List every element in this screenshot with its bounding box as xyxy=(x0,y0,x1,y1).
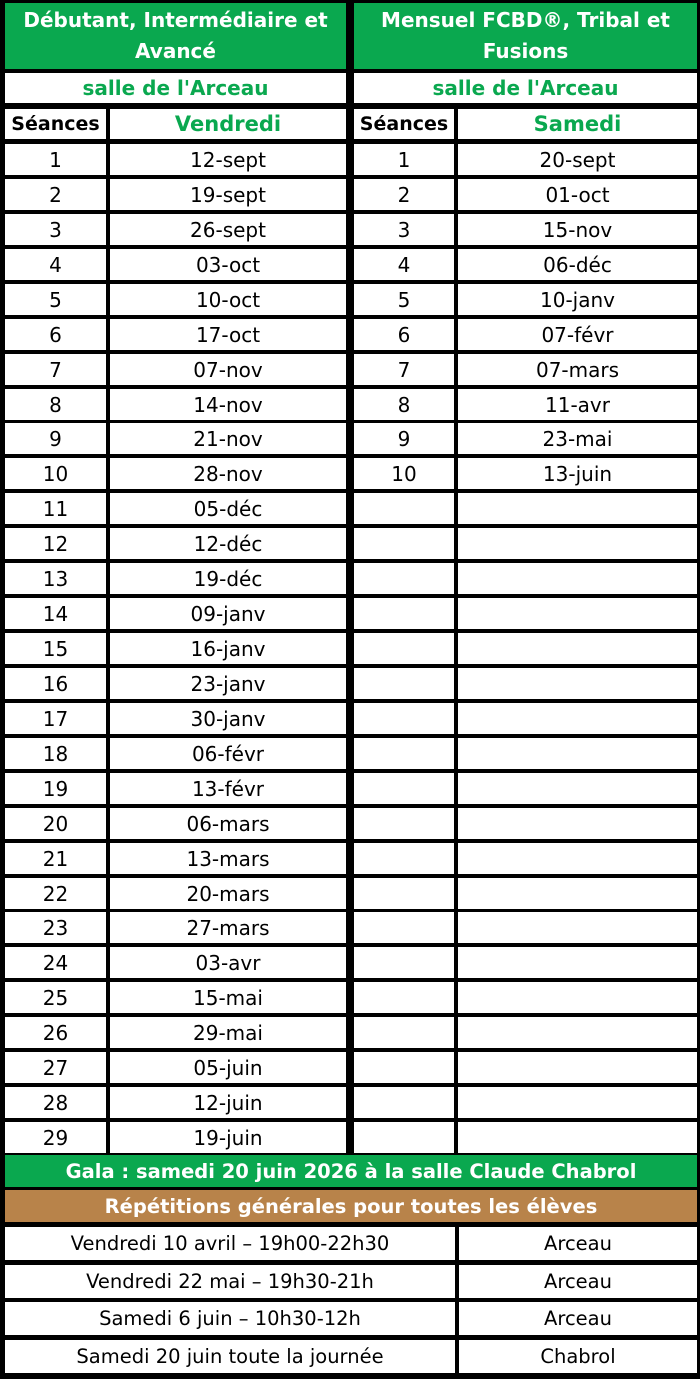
gala-banner: Gala : samedi 20 juin 2026 à la salle Claude Chabrol xyxy=(5,1155,697,1187)
right-empty-cell xyxy=(354,947,454,978)
right-session-date: 15-nov xyxy=(458,214,697,245)
left-session-number: 27 xyxy=(5,1052,106,1083)
right-empty-cell xyxy=(354,1087,454,1118)
left-session-number: 21 xyxy=(5,843,106,874)
left-session-number: 12 xyxy=(5,528,106,559)
left-session-date: 13-févr xyxy=(110,773,346,804)
right-empty-cell xyxy=(458,703,697,734)
right-session-number: 10 xyxy=(354,458,454,489)
right-session-date: 01-oct xyxy=(458,179,697,210)
left-session-number: 17 xyxy=(5,703,106,734)
left-session-date: 10-oct xyxy=(110,284,346,315)
right-empty-cell xyxy=(354,878,454,909)
left-session-number: 10 xyxy=(5,458,106,489)
left-session-date: 06-mars xyxy=(110,808,346,839)
right-session-number: 6 xyxy=(354,319,454,350)
right-venue: salle de l'Arceau xyxy=(354,73,697,103)
left-session-date: 21-nov xyxy=(110,423,346,454)
right-empty-cell xyxy=(354,843,454,874)
right-session-number: 3 xyxy=(354,214,454,245)
right-session-date: 07-févr xyxy=(458,319,697,350)
left-session-number: 11 xyxy=(5,493,106,524)
left-session-number: 29 xyxy=(5,1122,106,1153)
right-empty-cell xyxy=(354,1017,454,1048)
left-session-date: 03-oct xyxy=(110,249,346,280)
rehearsal-date: Vendredi 22 mai – 19h30-21h xyxy=(5,1265,455,1298)
left-section-title: Débutant, Intermédiaire et Avancé xyxy=(5,3,346,69)
right-empty-cell xyxy=(354,773,454,804)
right-empty-cell xyxy=(458,947,697,978)
left-session-date: 13-mars xyxy=(110,843,346,874)
left-session-number: 23 xyxy=(5,912,106,943)
rehearsal-date: Vendredi 10 avril – 19h00-22h30 xyxy=(5,1227,455,1260)
right-empty-cell xyxy=(354,528,454,559)
left-session-date: 27-mars xyxy=(110,912,346,943)
left-session-number: 7 xyxy=(5,354,106,385)
right-empty-cell xyxy=(458,1087,697,1118)
left-session-date: 19-déc xyxy=(110,563,346,594)
right-empty-cell xyxy=(354,808,454,839)
right-empty-cell xyxy=(354,912,454,943)
right-section-title: Mensuel FCBD®, Tribal et Fusions xyxy=(354,3,697,69)
left-session-date: 12-juin xyxy=(110,1087,346,1118)
right-empty-cell xyxy=(354,738,454,769)
right-empty-cell xyxy=(354,563,454,594)
left-session-date: 20-mars xyxy=(110,878,346,909)
right-session-number: 1 xyxy=(354,144,454,175)
rehearsal-venue: Arceau xyxy=(459,1302,697,1335)
left-session-date: 05-juin xyxy=(110,1052,346,1083)
right-session-number: 2 xyxy=(354,179,454,210)
right-empty-cell xyxy=(458,528,697,559)
right-session-number: 5 xyxy=(354,284,454,315)
left-session-date: 17-oct xyxy=(110,319,346,350)
left-session-date: 29-mai xyxy=(110,1017,346,1048)
left-session-date: 30-janv xyxy=(110,703,346,734)
left-session-date: 19-juin xyxy=(110,1122,346,1153)
left-session-number: 20 xyxy=(5,808,106,839)
left-session-date: 12-déc xyxy=(110,528,346,559)
left-session-number: 2 xyxy=(5,179,106,210)
left-session-number: 16 xyxy=(5,668,106,699)
left-venue: salle de l'Arceau xyxy=(5,73,346,103)
right-session-date: 13-juin xyxy=(458,458,697,489)
right-empty-cell xyxy=(354,493,454,524)
right-empty-cell xyxy=(354,1052,454,1083)
right-empty-cell xyxy=(458,773,697,804)
right-empty-cell xyxy=(354,982,454,1013)
rehearsal-date: Samedi 20 juin toute la journée xyxy=(5,1340,455,1373)
right-empty-cell xyxy=(458,633,697,664)
right-empty-cell xyxy=(354,1122,454,1153)
left-session-date: 05-déc xyxy=(110,493,346,524)
right-session-number: 7 xyxy=(354,354,454,385)
left-session-date: 09-janv xyxy=(110,598,346,629)
right-empty-cell xyxy=(458,668,697,699)
right-session-number: 9 xyxy=(354,423,454,454)
left-session-date: 26-sept xyxy=(110,214,346,245)
left-session-date: 16-janv xyxy=(110,633,346,664)
left-session-number: 6 xyxy=(5,319,106,350)
right-empty-cell xyxy=(458,738,697,769)
right-empty-cell xyxy=(458,563,697,594)
left-session-date: 19-sept xyxy=(110,179,346,210)
left-session-number: 3 xyxy=(5,214,106,245)
right-empty-cell xyxy=(458,1017,697,1048)
rehearsal-venue: Arceau xyxy=(459,1227,697,1260)
rehearsal-venue: Chabrol xyxy=(459,1340,697,1373)
right-session-date: 20-sept xyxy=(458,144,697,175)
right-session-number: 8 xyxy=(354,389,454,420)
left-session-date: 28-nov xyxy=(110,458,346,489)
right-empty-cell xyxy=(458,1052,697,1083)
left-session-number: 15 xyxy=(5,633,106,664)
left-session-number: 5 xyxy=(5,284,106,315)
right-empty-cell xyxy=(458,808,697,839)
left-col-day: Vendredi xyxy=(110,109,346,139)
left-session-date: 03-avr xyxy=(110,947,346,978)
left-session-number: 25 xyxy=(5,982,106,1013)
right-empty-cell xyxy=(354,633,454,664)
right-empty-cell xyxy=(458,912,697,943)
right-empty-cell xyxy=(458,1122,697,1153)
left-session-number: 9 xyxy=(5,423,106,454)
right-empty-cell xyxy=(354,598,454,629)
left-col-sessions: Séances xyxy=(5,109,106,139)
right-empty-cell xyxy=(354,668,454,699)
right-col-sessions: Séances xyxy=(354,109,454,139)
left-session-number: 18 xyxy=(5,738,106,769)
rehearsals-title: Répétitions générales pour toutes les élèves xyxy=(5,1190,697,1222)
left-session-number: 22 xyxy=(5,878,106,909)
right-empty-cell xyxy=(458,493,697,524)
left-session-number: 19 xyxy=(5,773,106,804)
left-session-date: 15-mai xyxy=(110,982,346,1013)
right-empty-cell xyxy=(458,878,697,909)
left-session-number: 26 xyxy=(5,1017,106,1048)
left-session-date: 23-janv xyxy=(110,668,346,699)
left-session-date: 12-sept xyxy=(110,144,346,175)
right-session-date: 10-janv xyxy=(458,284,697,315)
right-empty-cell xyxy=(458,843,697,874)
rehearsal-venue: Arceau xyxy=(459,1265,697,1298)
left-session-date: 14-nov xyxy=(110,389,346,420)
left-session-number: 8 xyxy=(5,389,106,420)
left-session-date: 07-nov xyxy=(110,354,346,385)
left-session-number: 4 xyxy=(5,249,106,280)
right-empty-cell xyxy=(458,598,697,629)
right-session-number: 4 xyxy=(354,249,454,280)
left-session-date: 06-févr xyxy=(110,738,346,769)
right-empty-cell xyxy=(458,982,697,1013)
rehearsal-date: Samedi 6 juin – 10h30-12h xyxy=(5,1302,455,1335)
left-session-number: 1 xyxy=(5,144,106,175)
right-session-date: 06-déc xyxy=(458,249,697,280)
left-session-number: 28 xyxy=(5,1087,106,1118)
right-session-date: 07-mars xyxy=(458,354,697,385)
left-session-number: 14 xyxy=(5,598,106,629)
left-session-number: 13 xyxy=(5,563,106,594)
right-session-date: 23-mai xyxy=(458,423,697,454)
right-empty-cell xyxy=(354,703,454,734)
right-session-date: 11-avr xyxy=(458,389,697,420)
left-session-number: 24 xyxy=(5,947,106,978)
right-col-day: Samedi xyxy=(458,109,697,139)
